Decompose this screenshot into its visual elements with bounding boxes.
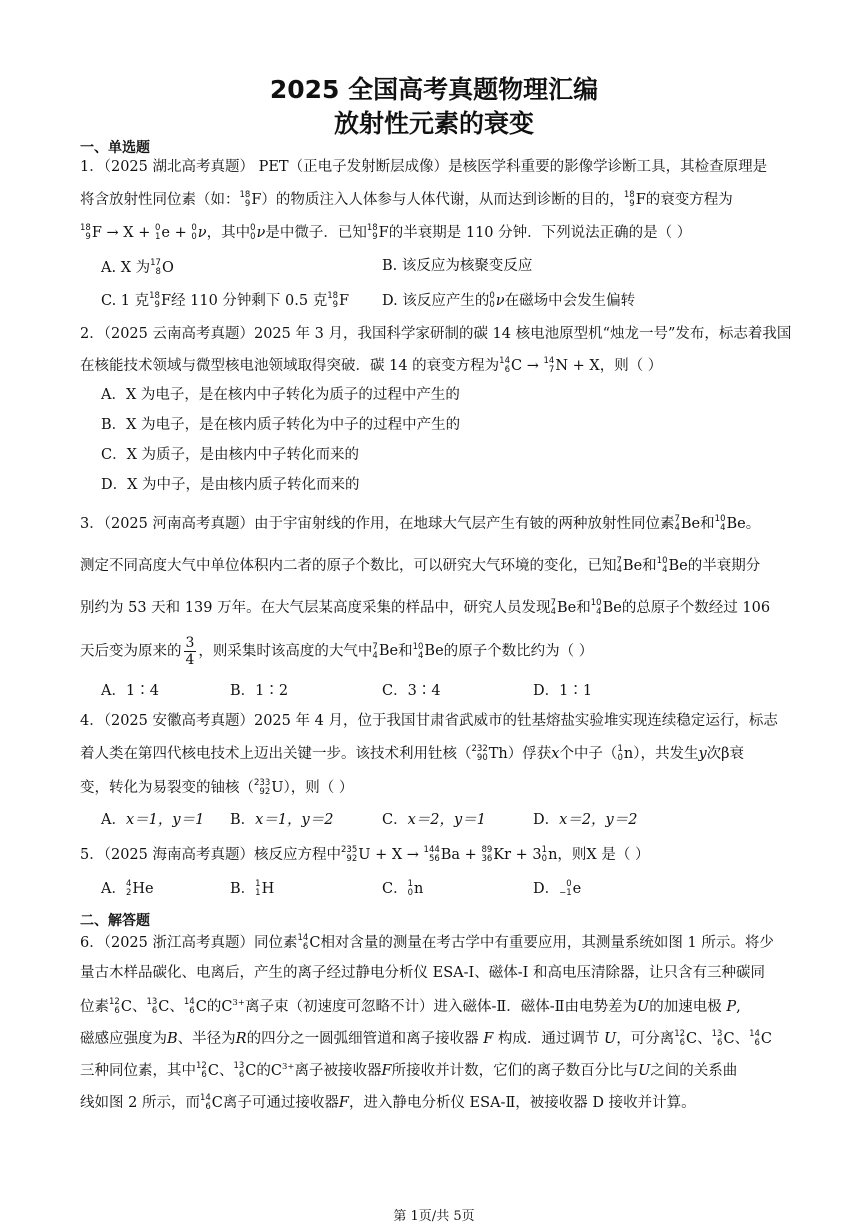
q2-option-a: A．X 为电子，是在核内中子转化为质子的过程中产生的 [101, 387, 460, 403]
section-answer: 二、解答题 [80, 913, 150, 929]
q2-option-c: C．X 为质子，是由核内中子转化而来的 [101, 447, 360, 463]
q2-option-b: B．X 为电子，是在核内质子转化为中子的过程中产生的 [101, 417, 461, 433]
q2-line1: 2．（2025 云南高考真题）2025 年 3 月，我国科学家研制的碳 14 核电池原型机“烛龙一号”发布，标志着我国 [80, 326, 792, 342]
q1-option-b: B. 该反应为核聚变反应 [382, 258, 533, 274]
q1-line2: 将含放射性同位素（如： 18 9 F）的物质注入人体参与人体代谢，从而达到诊断的目的， 18 9 F的衰变方程为 [80, 190, 733, 209]
q3-option-b: B．1∶2 [230, 683, 289, 699]
fraction: $\frac{3}{4}$ [185, 635, 195, 668]
q4-option-c: C．x＝2，y＝1 [382, 812, 486, 828]
q5-line1: 5．（2025 海南高考真题）核反应方程中 235 92 U + X → 144 56 Ba + 89 36 Kr + 3 1 0 n，则X 是（ ） [80, 845, 650, 864]
q4-option-b: B．x＝1，y＝2 [230, 812, 334, 828]
q6-line4: 磁感应强度为B、半径为R的四分之一圆弧细管道和离子接收器 F 构成．通过调节 U，可分离 12 6 C、 13 6 C、 14 6 C [80, 1029, 773, 1048]
q1-line1: 1．（2025 湖北高考真题） PET（正电子发射断层成像）是核医学科重要的影像学诊断工具，其检查原理是 [80, 159, 768, 175]
q3-line3: 别约为 53 天和 139 万年。在大气层某高度采集的样品中，研究人员发现 7 4 Be和 10 4 Be的总原子个数经过 106 [80, 598, 771, 617]
section-single-choice: 一、单选题 [80, 140, 150, 156]
q2-line2: 在核能技术领域与微型核电池领域取得突破．碳 14 的衰变方程为 14 6 C → 14 7 N + X，则（ ） [80, 356, 663, 375]
q4-option-a: A．x＝1，y＝1 [101, 812, 205, 828]
q6-line5: 三种同位素，其中 12 6 C、 13 6 C的$C^{3+}$离子被接收器F所接收并计数，它们的离子数百分比与U之间的关系曲 [80, 1061, 738, 1080]
q5-option-d: D． 0 −1 e [533, 879, 582, 898]
q6-line1: 6．（2025 浙江高考真题）同位素 14 6 C相对含量的测量在考古学中有重要应用，其测量系统如图 1 所示。将少 [80, 933, 774, 952]
q1-option-a: A. X 为 17 8 O [101, 258, 174, 277]
q1-option-d: D. 该反应产生的 0 0 ν 在磁场中会发生偏转 [382, 291, 636, 310]
q5-option-c: C． 1 0 n [382, 879, 424, 898]
q4-option-d: D．x＝2，y＝2 [533, 812, 638, 828]
q6-line3: 位素 12 6 C、 13 6 C、 14 6 C的$C^{3+}$离子束（初速度可忽略不计）进入磁体-Ⅱ．磁体-Ⅱ由电势差为U的加速电极 P, [80, 997, 741, 1016]
q5-option-b: B． 1 1 H [230, 879, 275, 898]
q4-line1: 4．（2025 安徽高考真题）2025 年 4 月，位于我国甘肃省武威市的钍基熔盐实验堆实现连续稳定运行，标志 [80, 713, 778, 729]
page-subtitle: 放射性元素的衰变 [333, 109, 534, 138]
q3-line1: 3．（2025 河南高考真题）由于宇宙射线的作用，在地球大气层产生有铍的两种放射性同位素 7 4 Be和 10 4 Be。 [80, 514, 761, 533]
q1-option-c: C. 1 克 18 9 F经 110 分钟剩下 0.5 克 18 9 F [101, 291, 350, 310]
q3-line4: 天后变为原来的 $\frac{3}{4}$ ，则采集时该高度的大气中 7 4 Be和 10 4 Be的原子个数比约为（ ） [80, 635, 594, 668]
q3-line2: 测定不同高度大气中单位体积内二者的原子个数比，可以研究大气环境的变化，已知 7 4 Be和 10 4 Be的半衰期分 [80, 556, 761, 575]
q4-line3: 变，转化为易裂变的铀核（ 233 92 U），则（ ） [80, 778, 354, 797]
q3-option-d: D．1∶1 [533, 683, 593, 699]
q6-line6: 线如图 2 所示，而 14 6 C离子可通过接收器F，进入静电分析仪 ESA-Ⅱ，被接收器 D 接收并计算。 [80, 1093, 696, 1112]
page-title: 2025 全国高考真题物理汇编 [269, 75, 599, 104]
q6-line2: 量古木样品碳化、电离后，产生的离子经过静电分析仪 ESA-I、磁体-I 和高电压清除器，让只含有三种碳同 [80, 965, 765, 981]
q2-option-d: D．X 为中子，是由核内质子转化而来的 [101, 477, 360, 493]
q1-line3: 18 9 F → X + 0 1 e + 0 0 ν ，其中 0 0 ν 是中微子．已知 18 9 F的半衰期是 110 分钟．下列说法正确的是（ ） [80, 223, 692, 242]
q4-line2: 着人类在第四代核电技术上迈出关键一步。该技术利用钍核（ 232 90 Th）俘获x个中子（ 1 0 n），共发生y次β衰 [80, 744, 745, 763]
page-footer: 第 1页/共 5页 [393, 1209, 475, 1224]
q3-option-a: A．1∶4 [101, 683, 159, 699]
q3-option-c: C．3∶4 [382, 683, 441, 699]
q5-option-a: A． 4 2 He [101, 879, 154, 898]
